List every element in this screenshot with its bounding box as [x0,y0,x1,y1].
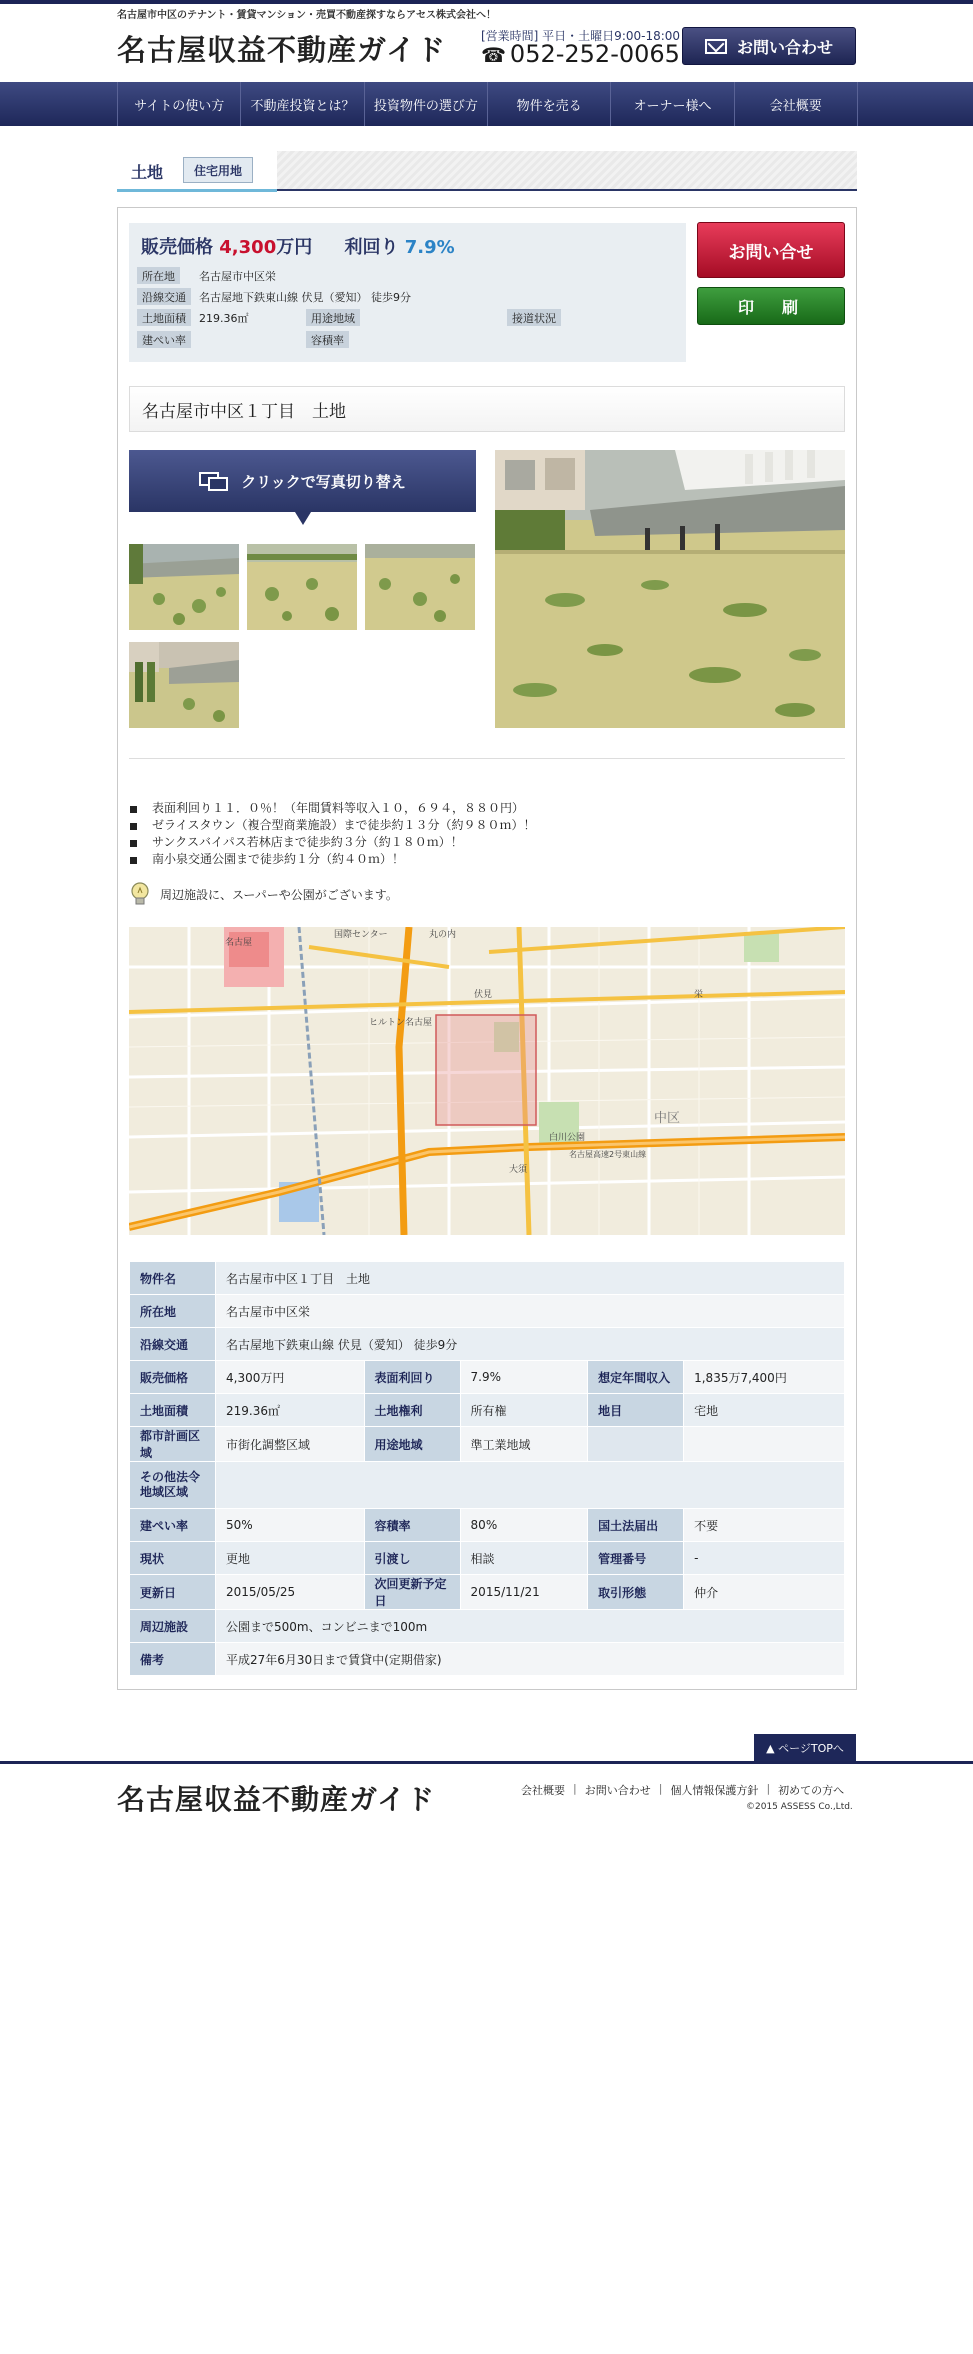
spec-value: 公園まで500m、コンビニまで100m [216,1610,845,1643]
photo-thumbnail-1[interactable] [129,544,239,630]
spec-empty-cell [588,1427,684,1462]
footer-line [0,1761,973,1764]
spec-header: 土地面積 [130,1394,216,1427]
table-row [130,1427,845,1462]
spec-value: 準工業地域 [460,1427,588,1462]
map-label-kokusai: 国際センター [334,930,388,940]
footer-links: 会社概要 | お問い合わせ | 個人情報保護方針 | 初めての方へ [521,1782,845,1797]
yield-value: 7.9 [404,237,437,258]
spec-table [129,1261,845,1676]
map-label-nagoya: 名古屋 [225,938,253,948]
spec-empty-cell [216,1462,845,1509]
nav-item-how-to-use[interactable]: サイトの使い方 [118,82,241,126]
spec-value: 219.36㎡ [216,1394,365,1427]
nearby-note [130,881,398,907]
spec-header: 周辺施設 [130,1610,216,1643]
map-label-sakae: 栄 [694,990,704,1000]
photo-switch-banner [129,450,476,512]
highlight-list [130,800,536,868]
spec-header: 表面利回り [364,1361,460,1394]
header-contact-label: お問い合わせ [736,37,833,57]
spec-value: 2015/11/21 [460,1575,588,1610]
lightbulb-icon [130,881,150,907]
price-value: 4,300 [219,237,277,258]
summary-far-label: 容積率 [306,331,349,348]
print-button[interactable]: 印 刷 [697,287,845,325]
map-label-marunouchi: 丸の内 [429,930,457,940]
highlight-item: ゼライスタウン（複合型商業施設）まで徒歩約１３分（約９８０ｍ）！ [130,817,536,834]
summary-road-label: 接道状況 [507,309,561,326]
nav-item-choose-property[interactable]: 投資物件の選び方 [365,82,488,126]
spec-value: 不要 [684,1509,845,1542]
spec-value: - [684,1542,845,1575]
map-label-fushimi: 伏見 [474,990,493,1000]
table-row [130,1328,845,1361]
summary-zone-label: 用途地域 [306,309,360,326]
spec-header: 販売価格 [130,1361,216,1394]
spec-header: 引渡し [364,1542,460,1575]
spec-value: 更地 [216,1542,365,1575]
highlight-item: 南小泉交通公園まで徒歩約１分（約４０ｍ）！ [130,851,536,868]
spec-header: 次回更新予定日 [364,1575,460,1610]
main-photo [495,450,845,728]
photo-switch-label: クリックで写真切り替え [241,472,406,491]
footer-link-company[interactable]: 会社概要 [521,1784,565,1797]
property-title-bar [117,151,857,191]
photo-thumbnail-2[interactable] [247,544,357,630]
spec-header: 用途地域 [364,1427,460,1462]
section-divider [129,758,845,759]
highlight-item: 表面利回り１１．０％！（年間賃料等収入１０，６９４，８８０円） [130,800,536,817]
spec-header: 沿線交通 [130,1328,216,1361]
spec-value: 仲介 [684,1575,845,1610]
yield-unit: % [436,237,455,258]
summary-area-label: 土地面積 [137,309,191,326]
inquiry-button[interactable]: お問い合せ [697,222,845,278]
spec-value: 平成27年6月30日まで賃貸中(定期借家) [216,1643,845,1676]
spec-value: 2015/05/25 [216,1575,365,1610]
footer-link-first-time[interactable]: 初めての方へ [778,1784,845,1797]
summary-box [129,223,686,362]
price-line [141,233,455,259]
spec-value: 名古屋地下鉄東山線 伏見（愛知） 徒歩9分 [216,1328,845,1361]
nav-item-sell[interactable]: 物件を売る [488,82,611,126]
location-map[interactable] [129,927,845,1235]
yield-label: 利回り [344,237,399,258]
table-row [130,1361,845,1394]
table-row [130,1575,845,1610]
map-label-osu: 大須 [509,1165,528,1175]
highlight-item: サンクスバイパス若林店まで徒歩約３分（約１８０ｍ）！ [130,834,536,851]
top-accent-line [0,0,973,4]
summary-area-value: 219.36㎡ [199,311,249,325]
spec-value: 50% [216,1509,365,1542]
photo-thumbnail-3[interactable] [365,544,475,630]
property-category: 土地 [131,163,164,182]
spec-header: 想定年間収入 [588,1361,684,1394]
spec-header: 国土法届出 [588,1509,684,1542]
header-contact-button[interactable] [682,27,856,65]
spec-value: 1,835万7,400円 [684,1361,845,1394]
map-label-district: 中区 [654,1111,681,1126]
footer-link-contact[interactable]: お問い合わせ [584,1784,651,1797]
spec-value: 7.9% [460,1361,588,1394]
table-row [130,1462,845,1509]
spec-value: 4,300万円 [216,1361,365,1394]
spec-header: 管理番号 [588,1542,684,1575]
spec-header: 物件名 [130,1262,216,1295]
photos-icon [199,470,229,492]
spec-header: 都市計画区域 [130,1427,216,1462]
footer-logo[interactable]: 名古屋収益不動産ガイド [117,1783,436,1816]
map-label-shirakawa: 白川公園 [549,1133,586,1143]
footer-link-privacy[interactable]: 個人情報保護方針 [670,1784,759,1797]
table-row [130,1295,845,1328]
table-row [130,1610,845,1643]
spec-value: 名古屋市中区１丁目 土地 [216,1262,845,1295]
mail-icon [705,39,727,54]
nav-item-company[interactable]: 会社概要 [735,82,858,126]
summary-location-label: 所在地 [137,267,180,284]
page-top-button[interactable]: ▲ ページTOPへ [754,1734,856,1762]
phone-number-text: 052-252-0065 [509,40,680,68]
spec-value: 宅地 [684,1394,845,1427]
property-name: 名古屋市中区１丁目 土地 [129,386,845,432]
property-category-tab [117,151,277,192]
spec-header: 土地権利 [364,1394,460,1427]
spec-header: 所在地 [130,1295,216,1328]
site-logo[interactable]: 名古屋収益不動産ガイド [117,33,447,67]
nav-item-investment[interactable]: 不動産投資とは？ [241,82,364,126]
table-row [130,1643,845,1676]
spec-value: 名古屋市中区栄 [216,1295,845,1328]
summary-location-value: 名古屋市中区栄 [199,269,276,283]
map-label-hilton: ヒルトン名古屋 [369,1018,433,1028]
summary-bcr-label: 建ぺい率 [137,331,191,348]
table-row [130,1509,845,1542]
summary-transit-label: 沿線交通 [137,288,191,305]
spec-header: 地目 [588,1394,684,1427]
main-nav [117,82,858,126]
spec-empty-cell [684,1427,845,1462]
price-unit: 万円 [276,237,313,258]
spec-header: 更新日 [130,1575,216,1610]
phone-number[interactable] [481,40,680,68]
phone-icon: ☎ [481,43,506,67]
spec-value: 市街化調整区域 [216,1427,365,1462]
site-tagline: 名古屋市中区のテナント・賃貸マンション・売買不動産探すならアセス株式会社へ！ [117,10,496,21]
property-type-badge: 住宅用地 [183,157,253,183]
spec-header: 備考 [130,1643,216,1676]
spec-header: 現状 [130,1542,216,1575]
spec-header: その他法令 地域区域 [130,1462,216,1509]
price-label: 販売価格 [141,237,213,258]
nearby-note-text: 周辺施設に、スーパーや公園がございます。 [160,887,398,902]
summary-transit-value: 名古屋地下鉄東山線 伏見（愛知） 徒歩9分 [199,290,411,304]
photo-thumbnail-4[interactable] [129,642,239,728]
map-label-expressway: 名古屋高速2号東山線 [569,1150,647,1159]
nav-item-owners[interactable]: オーナー様へ [611,82,734,126]
table-row [130,1542,845,1575]
spec-value: 相談 [460,1542,588,1575]
table-row [130,1394,845,1427]
table-row [130,1262,845,1295]
copyright: ©2015 ASSESS Co.,Ltd. [746,1802,853,1812]
spec-value: 所有権 [460,1394,588,1427]
spec-header: 取引形態 [588,1575,684,1610]
spec-header: 建ぺい率 [130,1509,216,1542]
business-hours: [営業時間] 平日・土曜日9:00-18:00 [481,29,681,43]
spec-header: 容積率 [364,1509,460,1542]
spec-value: 80% [460,1509,588,1542]
